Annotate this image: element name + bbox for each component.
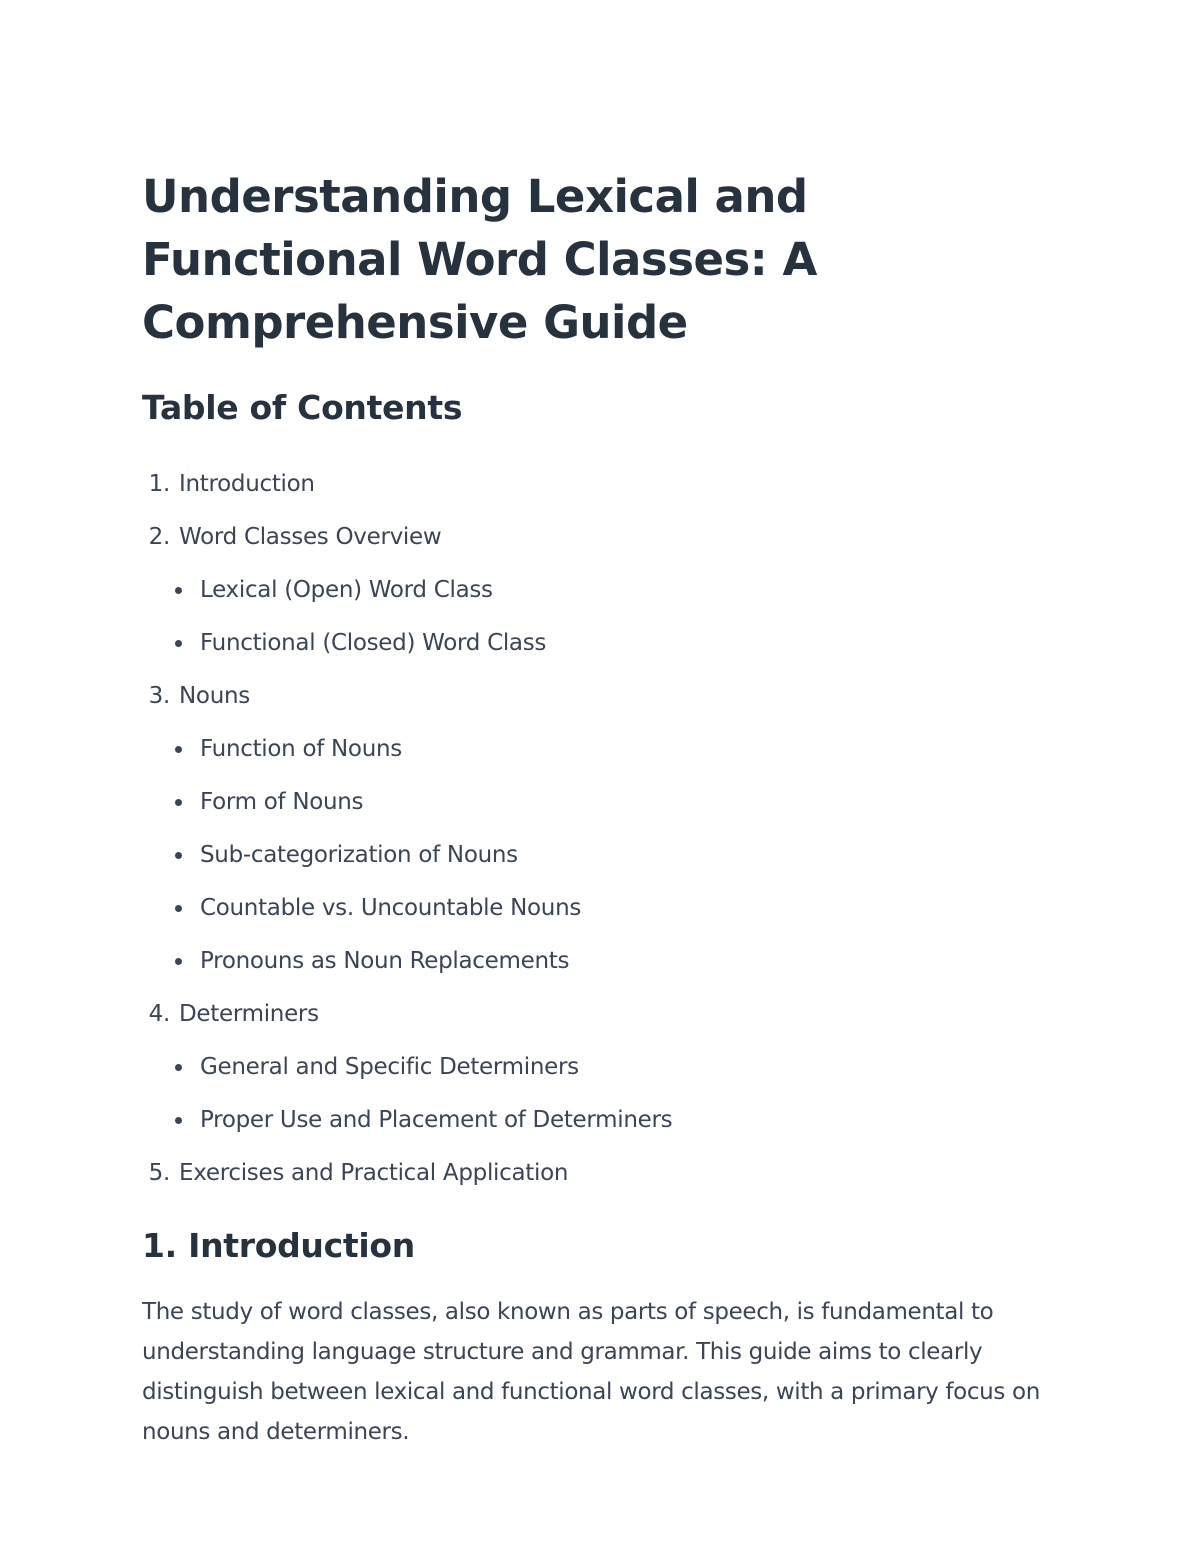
toc-item-label: Determiners [179, 1001, 319, 1027]
toc-subitem [142, 723, 1062, 776]
toc-subitem [142, 935, 1062, 988]
bullet-icon [175, 640, 182, 647]
toc-sublist [142, 1041, 1062, 1147]
bullet-icon [175, 1064, 182, 1071]
bullet-icon [175, 587, 182, 594]
bullet-icon [175, 852, 182, 859]
toc-subitem [142, 617, 1062, 670]
toc-item-number: 3. [148, 683, 170, 709]
toc-subitem-label: Functional (Closed) Word Class [200, 630, 547, 656]
toc-sublist [142, 723, 1062, 988]
toc-item-nouns [142, 670, 1062, 723]
bullet-icon [175, 799, 182, 806]
toc-entry [142, 1147, 1062, 1200]
toc-item-introduction [142, 458, 1062, 511]
toc-entry [142, 988, 1062, 1147]
toc-item-label: Nouns [179, 683, 250, 709]
toc-subitem [142, 776, 1062, 829]
toc-item-word-classes-overview [142, 511, 1062, 564]
toc-entry [142, 670, 1062, 988]
toc-subitem [142, 1094, 1062, 1147]
document-title: Understanding Lexical and Functional Word Classes: A Comprehensive Guide [142, 170, 817, 349]
toc-subitem-label: Sub-categorization of Nouns [200, 842, 518, 868]
toc-item-number: 5. [148, 1160, 170, 1186]
toc-subitem [142, 829, 1062, 882]
toc-subitem [142, 564, 1062, 617]
toc-subitem-label: Function of Nouns [200, 736, 402, 762]
bullet-icon [175, 746, 182, 753]
bullet-icon [175, 1117, 182, 1124]
toc-item-label: Word Classes Overview [179, 524, 442, 550]
toc-subitem-label: Form of Nouns [200, 789, 364, 815]
toc-item-exercises [142, 1147, 1062, 1200]
toc-subitem [142, 882, 1062, 935]
toc-subitem-label: Countable vs. Uncountable Nouns [200, 895, 582, 921]
toc-subitem [142, 1041, 1062, 1094]
toc-item-label: Exercises and Practical Application [179, 1160, 569, 1186]
toc-subitem-label: General and Specific Determiners [200, 1054, 579, 1080]
toc-heading: Table of Contents [142, 388, 463, 427]
toc-subitem-label: Lexical (Open) Word Class [200, 577, 493, 603]
toc-item-label: Introduction [179, 471, 315, 497]
introduction-paragraph: The study of word classes, also known as parts of speech, is fundamental to understanding language structure and grammar. This guide aims to clearly distinguish between lexical and functional word classes, with a primary focus on nouns and determiners. [142, 1299, 1040, 1445]
document-page [142, 165, 1062, 1452]
toc-subitem-label: Pronouns as Noun Replacements [200, 948, 570, 974]
bullet-icon [175, 905, 182, 912]
toc-subitem-label: Proper Use and Placement of Determiners [200, 1107, 673, 1133]
bullet-icon [175, 958, 182, 965]
table-of-contents [142, 458, 1062, 1200]
toc-item-number: 4. [148, 1001, 170, 1027]
toc-item-number: 1. [148, 471, 170, 497]
toc-entry [142, 511, 1062, 670]
toc-item-number: 2. [148, 524, 170, 550]
toc-sublist [142, 564, 1062, 670]
toc-entry [142, 458, 1062, 511]
section-heading-introduction: 1. Introduction [142, 1226, 415, 1265]
toc-item-determiners [142, 988, 1062, 1041]
